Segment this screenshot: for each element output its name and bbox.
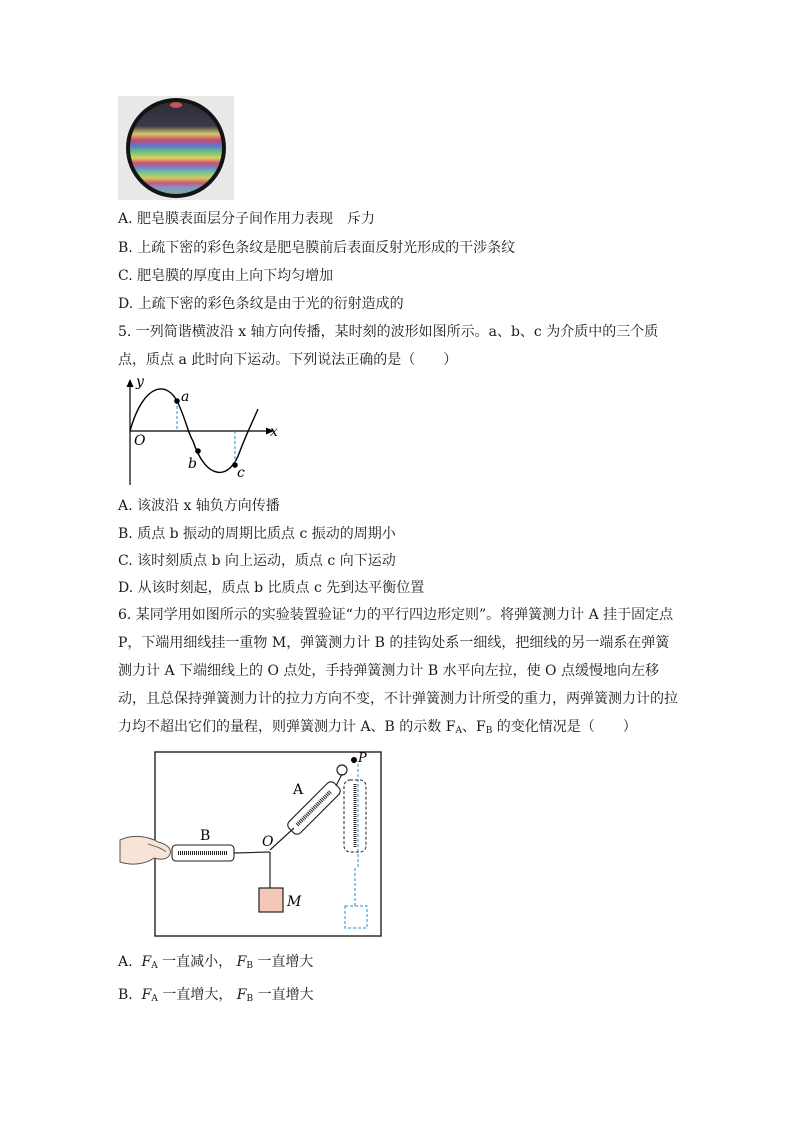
soap-film-photo: [118, 96, 234, 200]
q6-option-b: B. $F_A$ 一直增大， $F_B$ 一直增大: [118, 987, 314, 1004]
wave-x-label: x: [270, 424, 278, 440]
q4-option-c: C. 肥皂膜的厚度由上向下均匀增加: [118, 268, 334, 284]
q4-option-a: A. 肥皂膜表面层分子间作用力表现 斥力: [118, 211, 376, 227]
q5-option-c: C. 该时刻质点 b 向上运动，质点 c 向下运动: [118, 553, 396, 569]
point-p-label: P: [358, 751, 367, 766]
q5-option-d: D. 从该时刻起，质点 b 比质点 c 先到达平衡位置: [118, 580, 425, 596]
wave-origin-label: O: [134, 433, 146, 449]
weight-m-label: M: [287, 894, 302, 910]
q5-option-a: A. 该波沿 x 轴负方向传播: [118, 498, 280, 514]
q4-option-b: B. 上疏下密的彩色条纹是肥皂膜前后表面反射光形成的干涉条纹: [118, 240, 516, 256]
scale-b-label: B: [200, 828, 211, 844]
q5-wave-figure: [118, 373, 283, 488]
point-c-label: c: [237, 465, 245, 481]
wave-y-label: y: [136, 374, 144, 390]
point-a-label: a: [181, 389, 190, 405]
point-b-label: b: [188, 456, 197, 472]
q6-option-a: A. $F_A$ 一直减小， $F_B$ 一直增大: [118, 954, 314, 971]
scale-a-label: A: [293, 782, 304, 798]
q4-option-d: D. 上疏下密的彩色条纹是由于光的衍射造成的: [118, 296, 404, 312]
point-o-label: O: [262, 834, 274, 850]
q5-option-b: B. 质点 b 振动的周期比质点 c 振动的周期小: [118, 526, 396, 542]
q6-apparatus-figure: [118, 748, 390, 940]
q5-stem: 5. 一列简谐横波沿 x 轴方向传播，某时刻的波形如图所示。a、b、c 为介质中的三个质点，质点 a 此时向下运动。下列说法正确的是（ ）: [118, 324, 659, 368]
q6-stem: 6. 某同学用如图所示的实验装置验证“力的平行四边形定则”。将弹簧测力计 A 挂于固定点 P，下端用细线挂一重物 M，弹簧测力计 B 的挂钩处系一细线，把细线的另一端系在弹簧测力计 A 下端细线上的 O 点处，手持弹簧测力计 B 水平向左拉，使 O 点缓慢地向左移动，且总保持弹簧测力计的拉力方向不变，不计弹簧测力计所受的重力，两弹簧测力计的拉力均不超出它们的量程，则弹簧测力计 A、B 的示数 $F_A$、$F_B$ 的变化情况是（ ）: [118, 607, 678, 736]
